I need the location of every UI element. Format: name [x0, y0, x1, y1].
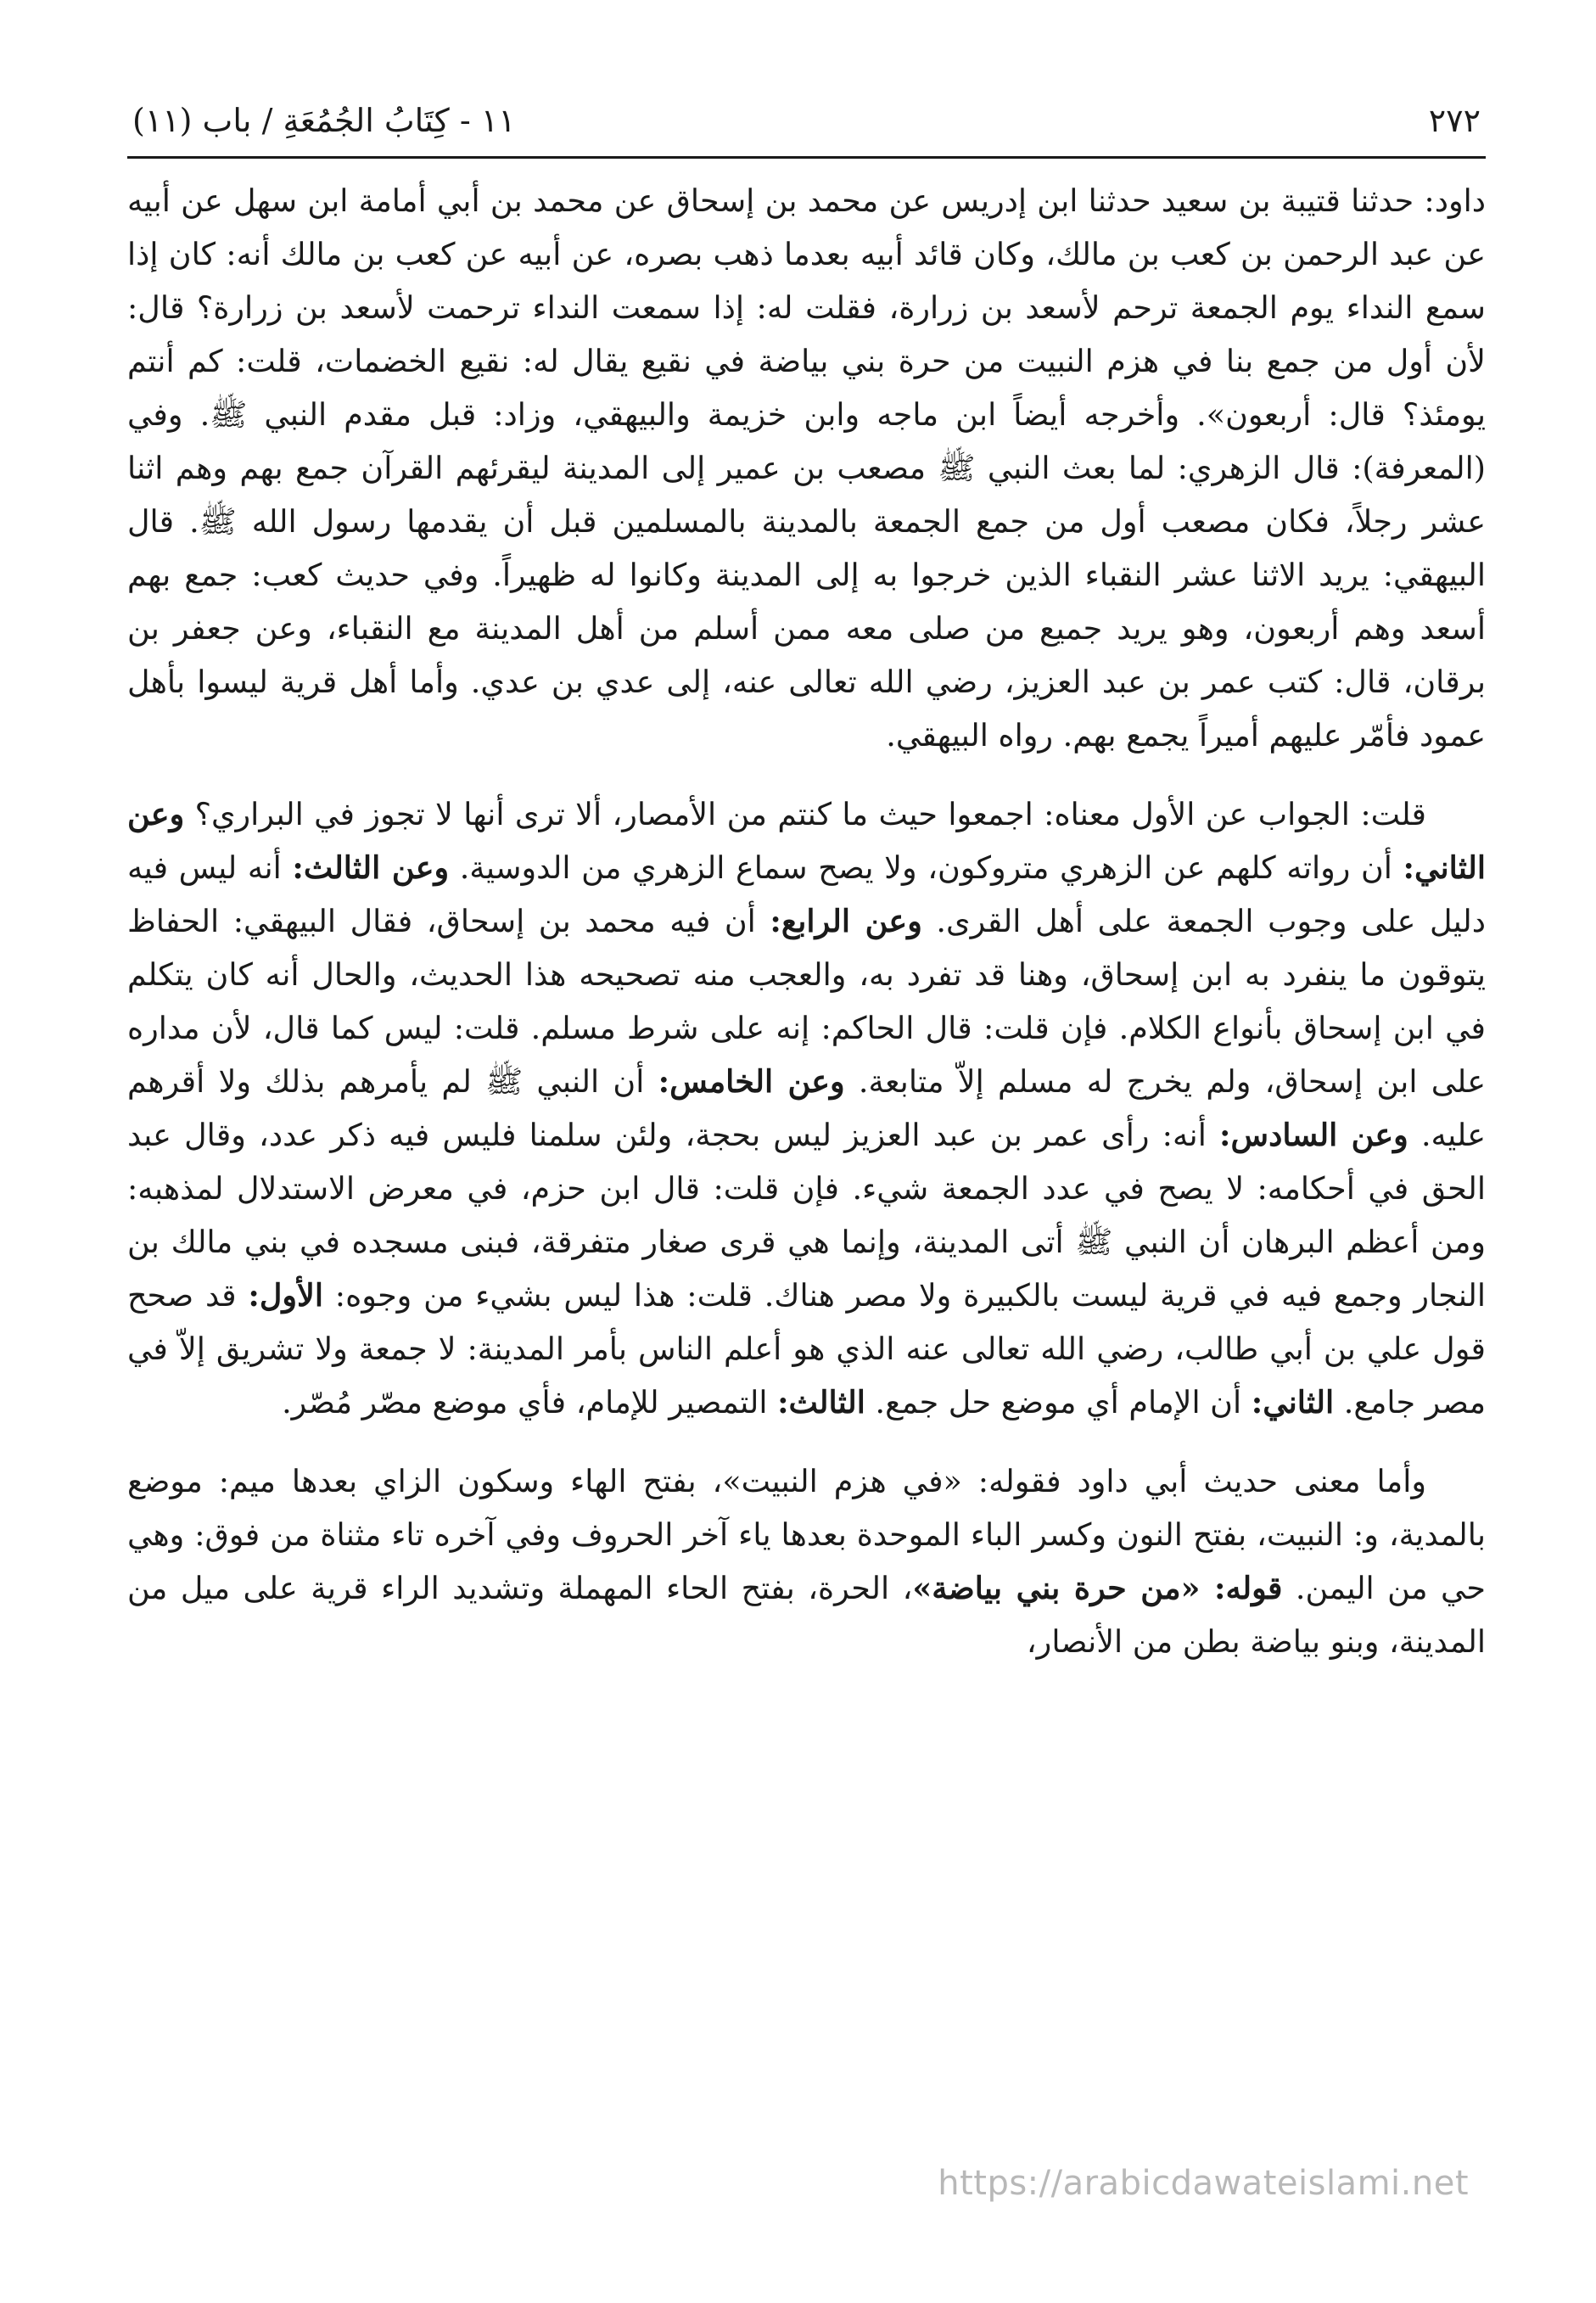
- paragraph-text: وأما معنى حديث أبي داود فقوله: «في هزم النبيت»، بفتح الهاء وسكون الزاي بعدها ميم: موضع بالمدية، و: النبيت، بفتح النون وكسر الباء الموحدة بعدها ياء آخر الحروف وفي آخره تاء مثناة من فوق: وهي حي من اليمن.: [127, 1462, 1486, 1606]
- site-watermark: https://arabicdawateislami.net: [938, 2164, 1469, 2203]
- paragraph: [127, 174, 1486, 762]
- paragraph-text: قد صحح قول علي بن أبي طالب، رضي الله تعالى عنه الذي هو أعلم الناس بأمر المدينة: لا جمعة ولا تشريق إلاّ في مصر جامع.: [127, 1276, 1486, 1420]
- bold-heading-text: قوله: «من حرة بني بياضة»: [912, 1569, 1283, 1606]
- paragraph-text: أن النبي ﷺ لم يأمرهم بذلك ولا أقرهم عليه.: [127, 1062, 1487, 1153]
- bold-heading-text: الأول:: [248, 1276, 323, 1314]
- paragraph: [127, 787, 1486, 1429]
- paragraph-text: أنه: رأى عمر بن عبد العزيز ليس بحجة، ولئن سلمنا فليس فيه ذكر عدد، وقال عبد الحق في أحكامه: لا يصح في عدد الجمعة شيء. فإن قلت: قال ابن حزم، في معرض الاستدلال لمذهبه: ومن أعظم البرهان أن النبي ﷺ أتى المدينة، وإنما هي قرى صغار متفرقة، فبنى مسجده في بني مالك بن النجار وجمع فيه في قرية ليست بالكبيرة ولا مصر هناك. قلت: هذا ليس بشيء من وجوه:: [127, 1116, 1486, 1314]
- page-number: ٢٧٢: [1428, 102, 1481, 139]
- bold-heading-text: وعن الرابع:: [770, 902, 922, 939]
- paragraph-text: أنه ليس فيه دليل على وجوب الجمعة على أهل القرى.: [127, 849, 1486, 939]
- bold-heading-text: وعن الثاني:: [127, 795, 1486, 886]
- bold-heading-text: وعن الخامس:: [658, 1062, 845, 1100]
- paragraph-text: أن الإمام أي موضع حل جمع.: [865, 1383, 1252, 1420]
- bold-heading-text: وعن الثالث:: [292, 849, 450, 886]
- book-page: [127, 102, 1486, 2252]
- paragraph-text: ، الحرة، بفتح الحاء المهملة وتشديد الراء قرية على ميل من المدينة، وبنو بياضة بطن من الأنصار،: [127, 1569, 1486, 1660]
- header-rule: [127, 156, 1486, 159]
- running-head: [127, 102, 1486, 156]
- paragraph-text: قلت: الجواب عن الأول معناه: اجمعوا حيث ما كنتم من الأمصار، ألا ترى أنها لا تجوز في البراري؟: [184, 795, 1426, 832]
- paragraph-text: التمصير للإمام، فأي موضع مصّر مُصّر.: [282, 1383, 778, 1420]
- bold-heading-text: الثاني:: [1251, 1383, 1335, 1420]
- paragraph-text: أن رواته كلهم عن الزهري متروكون، ولا يصح سماع الزهري من الدوسية.: [449, 849, 1403, 886]
- paragraph: [127, 1454, 1486, 1668]
- bold-heading-text: الثالث:: [777, 1383, 865, 1420]
- paragraph-gap: [127, 1429, 1486, 1454]
- body-text: [127, 174, 1486, 1668]
- paragraph-text: داود: حدثنا قتيبة بن سعيد حدثنا ابن إدريس عن محمد بن إسحاق عن محمد بن أبي أمامة ابن سهل عن أبيه عن عبد الرحمن بن كعب بن مالك، وكان قائد أبيه بعدما ذهب بصره، عن أبيه عن كعب بن مالك أنه: كان إذا سمع النداء يوم الجمعة ترحم لأسعد بن زرارة، فقلت له: إذا سمعت النداء ترحمت لأسعد بن زرارة؟ قال: لأن أول من جمع بنا في هزم النبيت من حرة بني بياضة في نقيع يقال له: نقيع الخضمات، قلت: كم أنتم يومئذ؟ قال: أربعون». وأخرجه أيضاً ابن ماجه وابن خزيمة والبيهقي، وزاد: قبل مقدم النبي ﷺ. وفي (المعرفة): قال الزهري: لما بعث النبي ﷺ مصعب بن عمير إلى المدينة ليقرئهم القرآن جمع بهم وهم اثنا عشر رجلاً، فكان مصعب أول من جمع الجمعة بالمدينة بالمسلمين قبل أن يقدمها رسول الله ﷺ. قال البيهقي: يريد الاثنا عشر النقباء الذين خرجوا به إلى المدينة وكانوا له ظهيراً. وفي حديث كعب: جمع بهم أسعد وهم أربعون، وهو يريد جميع من صلى معه ممن أسلم من أهل المدينة مع النقباء، وعن جعفر بن برقان، قال: كتب عمر بن عبد العزيز، رضي الله تعالى عنه، إلى عدي بن عدي. وأما أهل قرية ليسوا بأهل عمود فأمّر عليهم أميراً يجمع بهم. رواه البيهقي.: [127, 182, 1486, 754]
- paragraph-text: أن فيه محمد بن إسحاق، فقال البيهقي: الحفاظ يتوقون ما ينفرد به ابن إسحاق، وهنا قد تفرد به، والعجب منه تصحيحه هذا الحديث، والحال أنه كان يتكلم في ابن إسحاق بأنواع الكلام. فإن قلت: قال الحاكم: إنه على شرط مسلم. قلت: ليس كما قال، لأن مداره على ابن إسحاق، ولم يخرج له مسلم إلاّ متابعة.: [127, 902, 1487, 1100]
- bold-heading-text: وعن السادس:: [1219, 1116, 1408, 1153]
- paragraph-gap: [127, 762, 1486, 787]
- chapter-title: ١١ - كِتَابُ الجُمُعَةِ / باب (١١): [132, 102, 516, 139]
